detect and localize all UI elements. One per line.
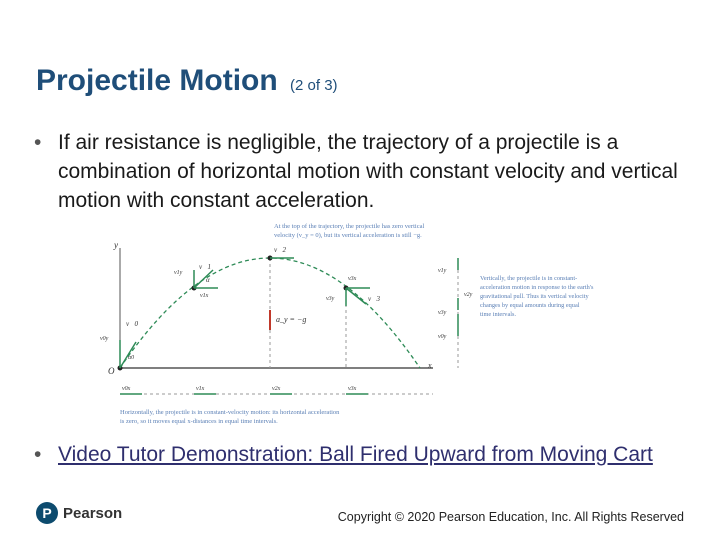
alpha-label: α: [206, 276, 210, 284]
bottom-v2x-label: v2x: [272, 386, 281, 392]
top-note-line-1: At the top of the trajectory, the projectile has zero vertical: [274, 223, 425, 230]
bottom-note-line-1: Horizontally, the projectile is in constant-velocity motion: its horizontal acceleration: [120, 409, 340, 416]
v1x-label: v1x: [200, 293, 209, 299]
bullet-point: [34, 128, 694, 215]
accel-label: a_y = −g: [276, 315, 307, 324]
right-note-line-3: gravitational pull. Thus its vertical velocity: [480, 293, 589, 300]
v3-label: v⃗3: [368, 295, 381, 303]
v1-label: v⃗1: [199, 263, 212, 271]
slide-title: [36, 64, 338, 98]
origin-label: O: [108, 366, 115, 376]
x-axis-label: x: [428, 361, 432, 370]
right-v3y-label: v3y: [438, 310, 447, 316]
v3-vector: [346, 288, 366, 304]
y-axis-label: y: [114, 240, 118, 250]
pearson-logo-mark: P: [36, 502, 58, 524]
v3x-label: v3x: [348, 276, 357, 282]
right-note-line-1: Vertically, the projectile is in constant-: [480, 275, 578, 282]
pearson-logo: [36, 502, 122, 524]
bullet-dot: •: [34, 131, 42, 154]
projectile-diagram: [98, 218, 638, 430]
bullet-text: If air resistance is negligible, the trajectory of a projectile is a combination of horizontal motion with constant velocity and vertical motion with constant acceleration.: [58, 131, 678, 212]
right-note-line-2: acceleration motion in response to the earth's: [480, 284, 594, 291]
v1-vector: [194, 270, 213, 288]
slide-title-part: (2 of 3): [290, 77, 338, 94]
bottom-v3x-label: v3x: [348, 386, 357, 392]
v3y-label: v3y: [326, 296, 335, 302]
v0-label: v⃗0: [126, 320, 139, 328]
bullet-point-link: [34, 440, 694, 469]
right-v2y-label: v2y: [464, 292, 473, 298]
v2-label: v⃗2: [274, 246, 287, 254]
v0y-label: v0y: [100, 336, 109, 342]
bottom-note-line-2: is zero, so it moves equal x-distances in equal time intervals.: [120, 418, 278, 425]
bottom-v0x-label: v0x: [122, 386, 131, 392]
alpha0-label: α0: [128, 355, 135, 361]
bottom-v1x-label: v1x: [196, 386, 205, 392]
video-tutor-link[interactable]: Video Tutor Demonstration: Ball Fired Upward from Moving Cart: [58, 443, 653, 466]
right-v0y-label: v0y: [438, 334, 447, 340]
bullet-dot: •: [34, 443, 42, 466]
right-note-line-5: time intervals.: [480, 311, 517, 318]
right-note-line-4: changes by equal amounts during equal: [480, 302, 580, 309]
pearson-logo-word: Pearson: [63, 504, 123, 522]
slide-title-text: Projectile Motion: [36, 64, 278, 97]
top-note-line-2: velocity (v_y = 0), but its vertical acceleration is still −g.: [274, 232, 422, 239]
copyright-notice: Copyright © 2020 Pearson Education, Inc. All Rights Reserved: [337, 510, 684, 524]
right-v1y-label: v1y: [438, 268, 447, 274]
v1y-label: v1y: [174, 270, 183, 276]
